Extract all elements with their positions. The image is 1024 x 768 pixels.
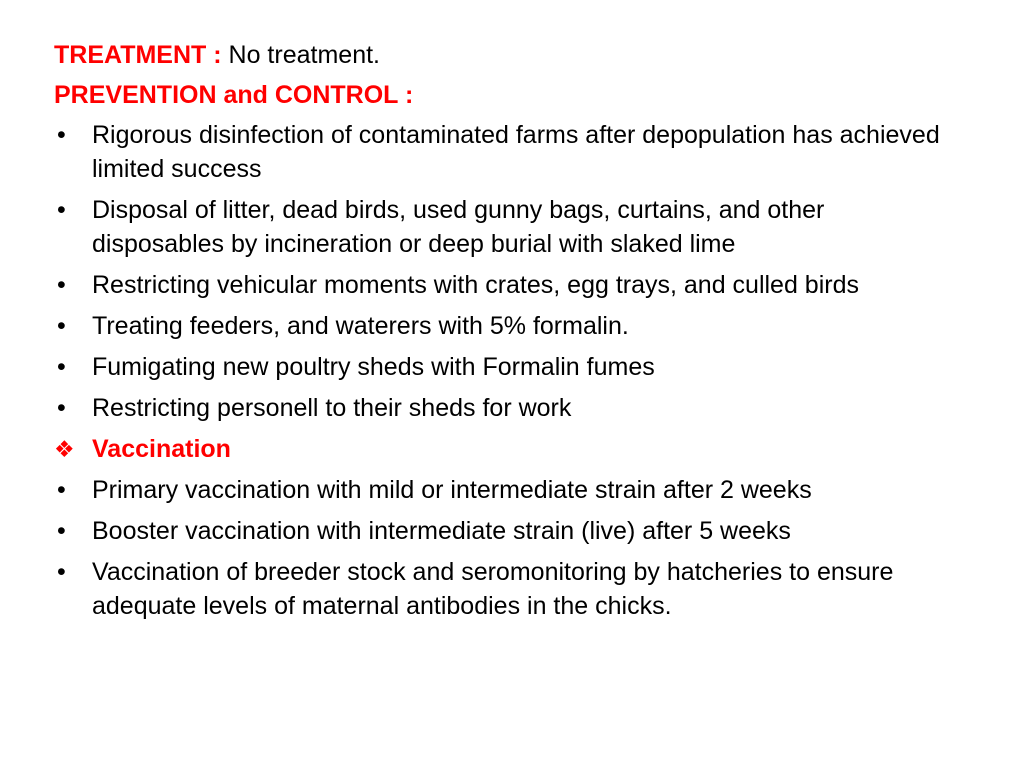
treatment-value: No treatment. bbox=[228, 41, 380, 69]
prevention-heading: PREVENTION and CONTROL : bbox=[54, 81, 414, 109]
list-item bbox=[54, 309, 954, 343]
list-item-text: Fumigating new poultry sheds with Formalin fumes bbox=[92, 353, 655, 381]
vaccination-heading-text: Vaccination bbox=[92, 435, 231, 463]
list-item bbox=[54, 473, 954, 507]
slide-content bbox=[54, 38, 954, 630]
bullet-icon: • bbox=[57, 353, 66, 381]
bullet-icon: • bbox=[57, 271, 66, 299]
list-item bbox=[54, 555, 954, 623]
list-item-text: Booster vaccination with intermediate strain (live) after 5 weeks bbox=[92, 517, 791, 545]
list-item-text: Primary vaccination with mild or intermediate strain after 2 weeks bbox=[92, 476, 812, 504]
bullet-icon: • bbox=[57, 517, 66, 545]
list-item-text: Rigorous disinfection of contaminated farms after depopulation has achieved limited success bbox=[92, 121, 940, 183]
treatment-label: TREATMENT : bbox=[54, 41, 222, 69]
list-item-text: Restricting personell to their sheds for work bbox=[92, 394, 572, 422]
bullet-icon: • bbox=[57, 121, 66, 149]
bullet-icon: • bbox=[57, 196, 66, 224]
list-item bbox=[54, 391, 954, 425]
list-item bbox=[54, 514, 954, 548]
diamond-icon: ❖ bbox=[54, 436, 75, 462]
list-item bbox=[54, 268, 954, 302]
bullet-icon: • bbox=[57, 394, 66, 422]
list-item bbox=[54, 118, 954, 186]
list-item bbox=[54, 193, 954, 261]
treatment-line bbox=[54, 38, 954, 72]
list-item-text: Vaccination of breeder stock and seromonitoring by hatcheries to ensure adequate levels of maternal antibodies in the chicks. bbox=[92, 558, 894, 620]
list-item-text: Disposal of litter, dead birds, used gunny bags, curtains, and other disposables by incineration or deep burial with slaked lime bbox=[92, 196, 825, 258]
list-item bbox=[54, 350, 954, 384]
vaccination-heading bbox=[54, 432, 954, 466]
bullet-icon: • bbox=[57, 558, 66, 586]
bullet-icon: • bbox=[57, 312, 66, 340]
bullet-icon: • bbox=[57, 476, 66, 504]
list-item-text: Treating feeders, and waterers with 5% formalin. bbox=[92, 312, 629, 340]
list-item-text: Restricting vehicular moments with crates, egg trays, and culled birds bbox=[92, 271, 859, 299]
